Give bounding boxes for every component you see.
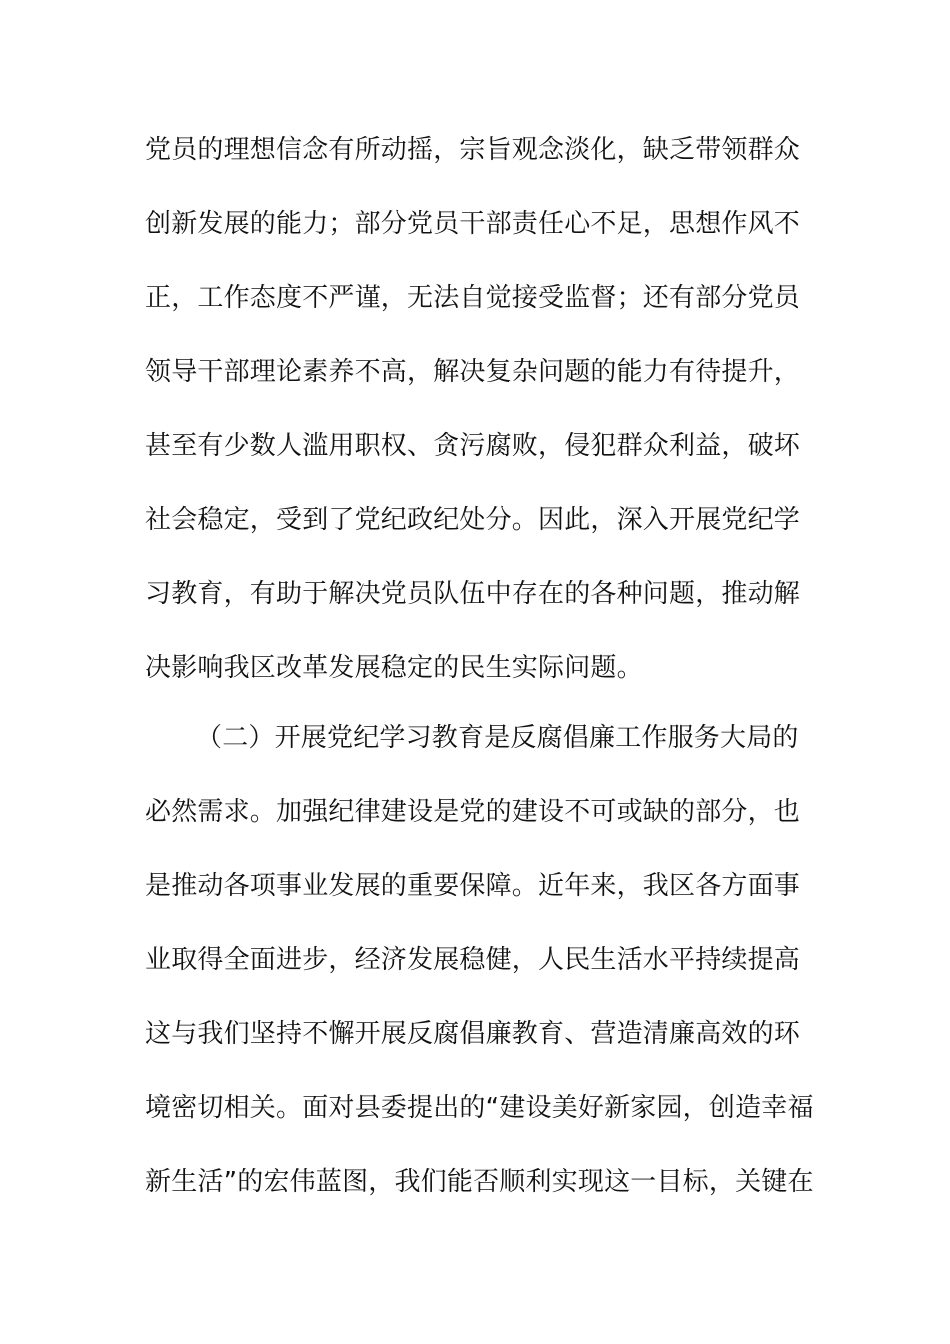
text-line: 决影响我区改革发展稳定的民生实际问题。 <box>145 653 643 683</box>
section-heading-line: （二）开展党纪学习教育是反腐倡廉工作服务大局的 <box>196 723 799 753</box>
text-line: 正，工作态度不严谨，无法自觉接受监督；还有部分党员 <box>145 283 801 313</box>
text-line: 党员的理想信念有所动摇，宗旨观念淡化，缺乏带领群众 <box>145 135 801 165</box>
text-line: 社会稳定，受到了党纪政纪处分。因此，深入开展党纪学 <box>145 505 801 535</box>
text-line: 境密切相关。面对县委提出的“建设美好新家园，创造幸福 <box>145 1093 814 1123</box>
text-line: 必然需求。加强纪律建设是党的建设不可或缺的部分，也 <box>145 797 801 827</box>
text-line: 新生活”的宏伟蓝图，我们能否顺利实现这一目标，关键在 <box>145 1167 814 1197</box>
text-line: 甚至有少数人滥用职权、贪污腐败，侵犯群众利益，破坏 <box>145 431 801 461</box>
text-line: 是推动各项事业发展的重要保障。近年来，我区各方面事 <box>145 871 801 901</box>
text-line: 业取得全面进步，经济发展稳健，人民生活水平持续提高 <box>145 945 801 975</box>
text-line: 这与我们坚持不懈开展反腐倡廉教育、营造清廉高效的环 <box>145 1019 801 1049</box>
text-line: 创新发展的能力；部分党员干部责任心不足，思想作风不 <box>145 209 801 239</box>
text-line: 习教育，有助于解决党员队伍中存在的各种问题，推动解 <box>145 579 801 609</box>
text-line: 领导干部理论素养不高，解决复杂问题的能力有待提升， <box>145 357 801 387</box>
